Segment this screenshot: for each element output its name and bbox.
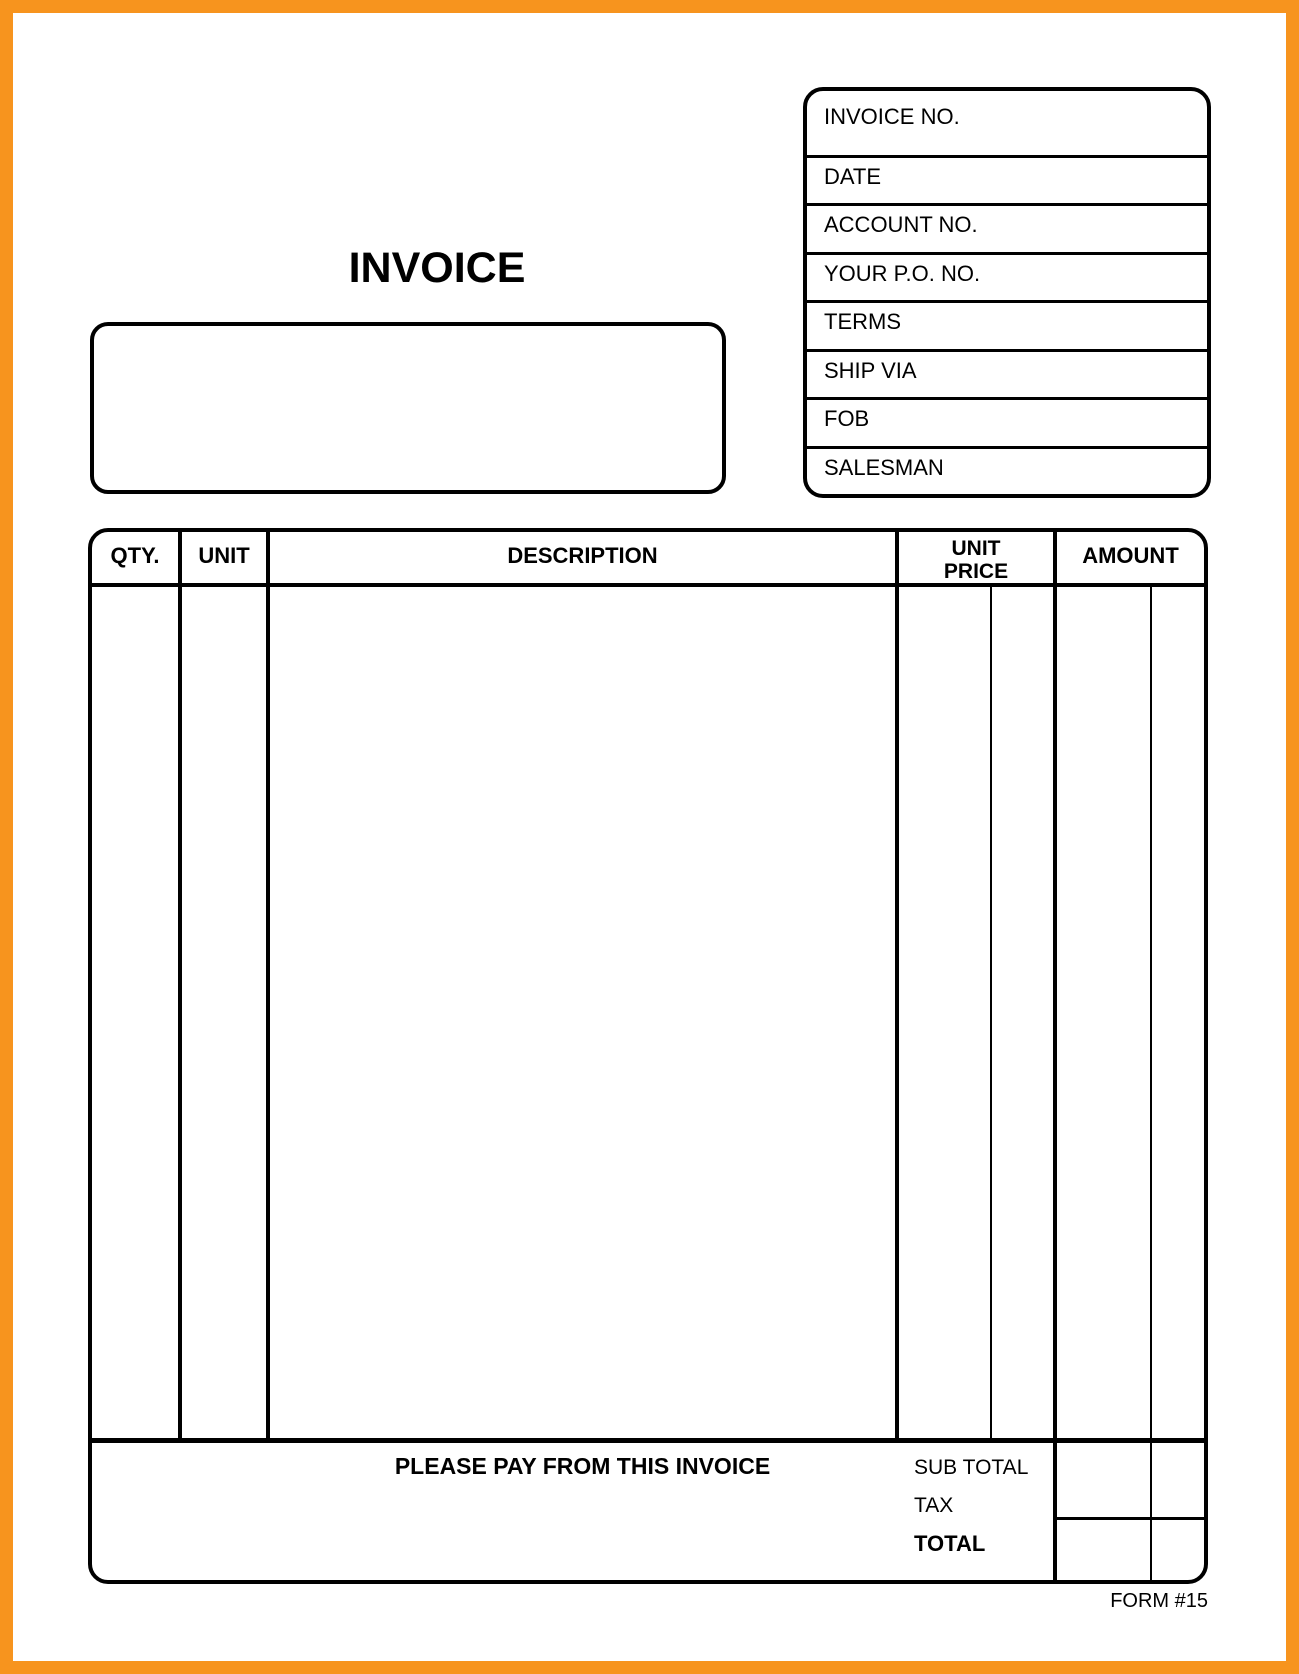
unit-price-header-line2: PRICE — [943, 559, 1009, 583]
pay-from-invoice-message: PLEASE PAY FROM THIS INVOICE — [394, 1453, 771, 1479]
terms-label: TERMS — [824, 309, 901, 335]
invoice-info-box — [803, 87, 1211, 498]
unit-price-column-header — [899, 538, 1053, 583]
invoice-no-label: INVOICE NO. — [824, 104, 960, 129]
salesman-field[interactable] — [807, 449, 1207, 495]
line-items-table — [88, 528, 1208, 1584]
description-column-header: DESCRIPTION — [507, 543, 658, 568]
total-amount-cell[interactable] — [1057, 1520, 1204, 1578]
amount-column-header: AMOUNT — [1082, 543, 1179, 568]
sub-total-label: SUB TOTAL — [914, 1456, 1029, 1479]
unit-entry-column[interactable] — [182, 587, 266, 1438]
salesman-label: SALESMAN — [824, 454, 944, 480]
info-row-account-no — [807, 203, 1207, 252]
po-no-field[interactable] — [807, 255, 1207, 301]
invoice-no-field[interactable] — [807, 91, 1207, 155]
unit-price-header-line1: UNIT — [951, 537, 1001, 560]
qty-column-header: QTY. — [110, 543, 160, 568]
info-row-ship-via — [807, 349, 1207, 398]
tax-label: TAX — [914, 1494, 954, 1517]
info-row-invoice-no — [807, 91, 1207, 155]
customer-address-box[interactable] — [90, 322, 726, 494]
amount-entry-column[interactable] — [1057, 587, 1204, 1438]
info-row-date — [807, 155, 1207, 204]
account-no-label: ACCOUNT NO. — [824, 212, 978, 238]
total-label: TOTAL — [914, 1531, 986, 1556]
description-entry-column[interactable] — [270, 587, 895, 1438]
info-row-po-no — [807, 252, 1207, 301]
page-title: INVOICE — [348, 244, 526, 292]
unit-price-entry-column[interactable] — [899, 587, 1053, 1438]
subtotal-tax-amount-cell[interactable] — [1057, 1443, 1204, 1517]
date-field[interactable] — [807, 158, 1207, 204]
account-no-field[interactable] — [807, 206, 1207, 252]
info-row-salesman — [807, 446, 1207, 495]
terms-field[interactable] — [807, 303, 1207, 349]
po-no-label: YOUR P.O. NO. — [824, 260, 981, 286]
form-number: FORM #15 — [1110, 1590, 1208, 1612]
footer-divider-line — [92, 1438, 1204, 1443]
qty-entry-column[interactable] — [92, 587, 178, 1438]
ship-via-label: SHIP VIA — [824, 357, 917, 383]
info-row-fob — [807, 397, 1207, 446]
fob-label: FOB — [824, 406, 870, 432]
info-row-terms — [807, 300, 1207, 349]
fob-field[interactable] — [807, 400, 1207, 446]
ship-via-field[interactable] — [807, 352, 1207, 398]
unit-column-header: UNIT — [198, 543, 250, 568]
date-label: DATE — [824, 163, 882, 189]
